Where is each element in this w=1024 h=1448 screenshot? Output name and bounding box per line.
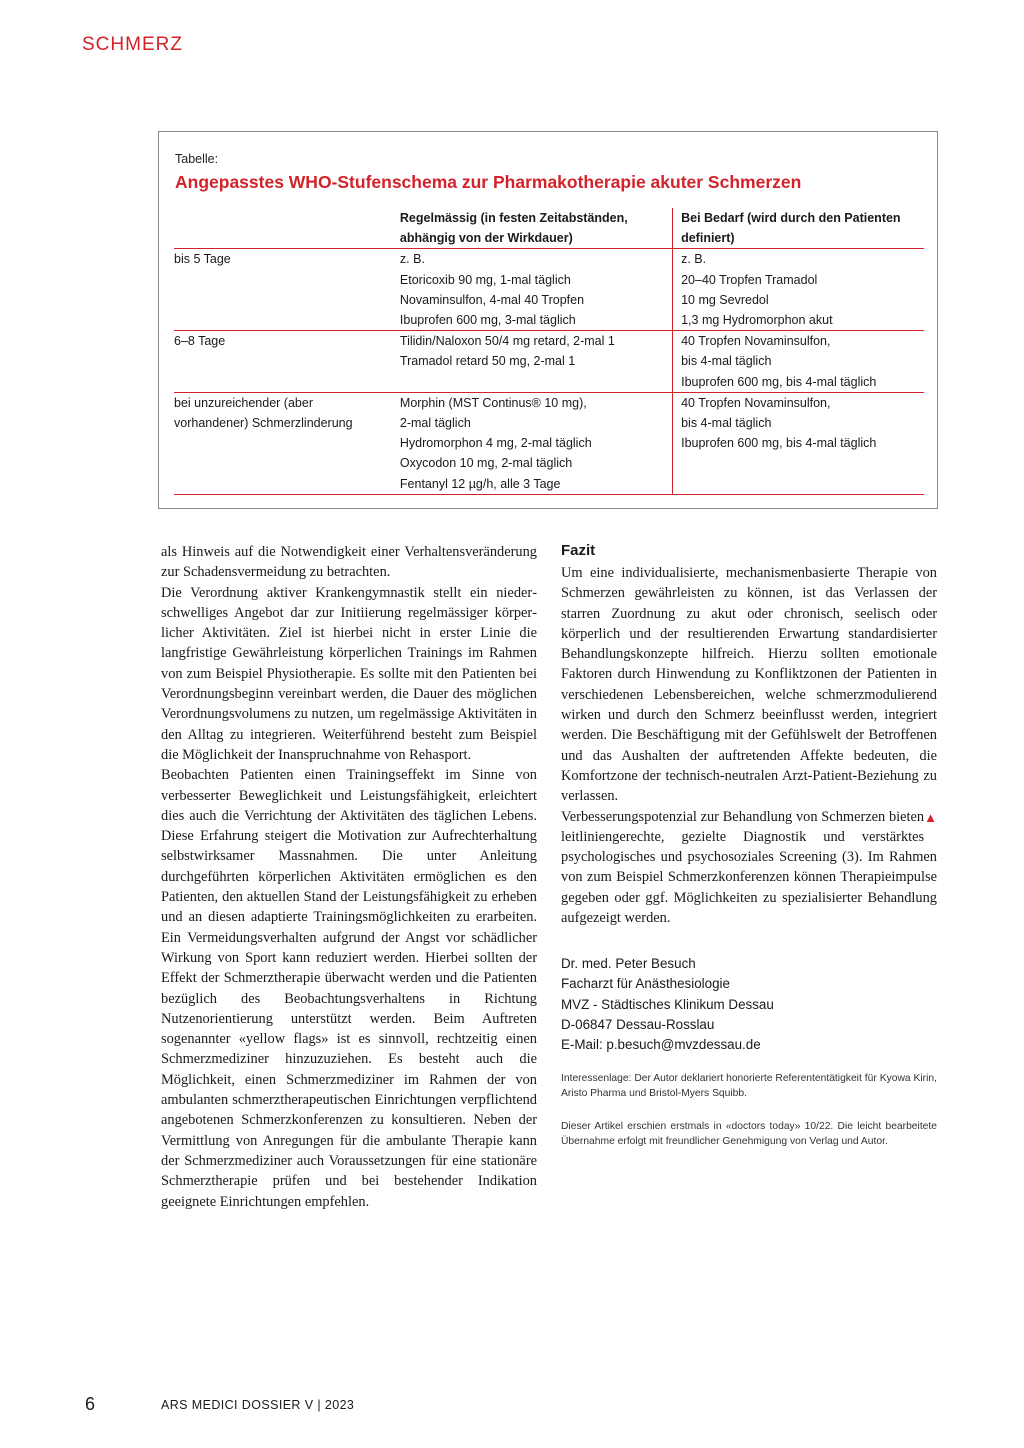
cell-duration: 6–8 Tage — [174, 331, 400, 393]
fazit-text — [561, 563, 937, 928]
table-title: Angepasstes WHO-Stufenschema zur Pharmakotherapie akuter Schmerzen — [175, 172, 802, 192]
author-institution: MVZ - Städtisches Klinikum Dessau — [561, 996, 774, 1012]
body-paragraph: Die Verordnung aktiver Krankengymnastik stellt ein niederschwelliges Angebot dar zur Initiierung regelmässiger körperlicher Aktivitäten. Ziel ist hierbei nicht in erster Linie die langfristige Gewährleistung körperlichen Trainings im Rahmen von zum Beispiel Physiotherapie. Es sollte mit den Patienten bei Verordnungsbeginn vereinbart werden, die Dauer des möglichen Verordnungsvolumens zu nutzen, um regelmässige Aktivitäten in den Alltag zu integrieren. Weiterführend besteht zum Beispiel die Möglichkeit der Inanspruchnahme von Rehasport. — [161, 584, 537, 763]
table-box — [158, 131, 938, 509]
table-label: Tabelle: — [175, 152, 219, 166]
body-paragraph: als Hinweis auf die Notwendigkeit einer Verhaltensveränderung zur Schadensvermeidung zu betrachten. — [161, 544, 537, 581]
body-paragraph: Um eine individualisierte, mechanismenbasierte Therapie von Schmerzen gewährleisten zu können, ist das Verlassen der starren Zuordnung zu akut oder chronisch, seelisch oder körperlich und der resultierenden Erwartung standardisierter Behandlungskonzepte hilfreich. Hierzu sollten emotionale Faktoren durch Hinwendung zu Konfliktzonen der Patienten in verschiedenen Lebensbereichen, welche schmerzmodulierend wirken und durch den Schmerz beeinflusst werden, integriert werden. Die Beschäftigung mit der Gefühlswelt der Betroffenen und das Aushalten der auftretenden Affekte bedeuten, die Komfortzone der technisch-neutralen Arzt-Patient-Beziehung zu verlassen. — [561, 565, 937, 805]
cell-regular: Tilidin/Naloxon 50/4 mg retard, 2-mal 1 Tramadol retard 50 mg, 2-mal 1 — [400, 331, 673, 393]
author-name: Dr. med. Peter Besuch — [561, 956, 696, 971]
end-mark-icon: ▲ — [924, 809, 937, 825]
publication-footer: ARS MEDICI DOSSIER V | 2023 — [161, 1398, 355, 1412]
who-scheme-table — [174, 208, 924, 495]
page-number: 6 — [85, 1394, 96, 1414]
cell-regular: Morphin (MST Continus® 10 mg), 2-mal täglich Hydromorphon 4 mg, 2-mal täglich Oxycodon 10 mg, 2-mal täglich Fentanyl 12 µg/h, alle 3 Tage — [400, 392, 673, 494]
section-heading: SCHMERZ — [82, 34, 183, 55]
header-on-demand: Bei Bedarf (wird durch den Patienten definiert) — [681, 211, 901, 246]
header-regular: Regelmässig (in festen Zeitabständen, abhängig von der Wirkdauer) — [400, 208, 673, 249]
table-row — [174, 249, 924, 331]
right-column — [561, 542, 937, 928]
cell-on-demand: 40 Tropfen Novaminsulfon, bis 4-mal täglich Ibuprofen 600 mg, bis 4-mal täglich — [673, 392, 924, 494]
table-row — [174, 392, 924, 494]
left-column — [161, 542, 537, 1212]
body-paragraph: ▲ Verbesserungspotenzial zur Behandlung von Schmerzen bieten leitliniengerechte, gezielte Diagnostik und verstärktes psychologisches und psychosoziales Screening (3). Im Rahmen von zum Beispiel Schmerzkonferenzen können Therapieimpulse gegeben oder ggf. Möglichkeiten zu spezialisierter Behandlung aufgezeigt werden. — [561, 808, 937, 927]
body-paragraph: Beobachten Patienten einen Trainingseffekt im Sinne von verbesserter Beweglichkeit und Leistungsfähigkeit, erleichtert dies auch die Verrichtung der Aktivitäten des täglichen Lebens. Diese Erfahrung steigert die Motivation zur Aufrechterhaltung selbstwirksamer Massnahmen. Die unter Anleitung durchgeführten körperlichen Aktivitäten ermöglichen es den Patienten, den aktuellen Stand der Leistungsfähigkeit zu erheben und an diesen adaptierte Trainingsmöglichkeiten zu erarbeiten. Ein Vermeidungsverhalten aufgrund der Angst vor schädlicher Wirkung von Sport kann reduziert werden. Hierbei sollten der Effekt der Schmerztherapie überwacht werden und die Patienten bezüglich des Beobachtungsverhaltens in Richtung Nutzenorientierung unterstützt werden. Beim Auftreten sogenannter «yellow flags» ist es sinnvoll, rechtzeitig einen Schmerzmediziner hinzuzuziehen. Es besteht auch die Möglichkeit, einen Schmerzmediziner im Rahmen der von ambulanten schmerztherapeutischen Einrichtungen verpflichtend angebotenen Schmerzkonferenzen zu konsultieren. Neben der Vermittlung von Anregungen für die ambulante Therapie kann der Schmerzmediziner auch Voraussetzungen für eine stationäre Schmerztherapie prüfen und bei bestehender Indikation geeignete Einrichtungen empfehlen. — [161, 767, 537, 1210]
author-address: D-06847 Dessau-Rosslau — [561, 1016, 715, 1032]
table-row — [174, 331, 924, 393]
cell-duration: bis 5 Tage — [174, 249, 400, 331]
fazit-heading: Fazit — [561, 542, 596, 559]
cell-duration: bei unzureichender (aber vorhandener) Schmerzlinderung — [174, 392, 400, 494]
author-email: E-Mail: p.besuch@mvzdessau.de — [561, 1037, 761, 1053]
header-duration — [174, 208, 400, 249]
author-title: Facharzt für Anästhesiologie — [561, 976, 730, 992]
author-block — [561, 954, 774, 1055]
cell-on-demand: z. B. 20–40 Tropfen Tramadol 10 mg Sevredol 1,3 mg Hydromorphon akut — [673, 249, 924, 331]
cell-regular: z. B. Etoricoxib 90 mg, 1-mal täglich Novaminsulfon, 4-mal 40 Tropfen Ibuprofen 600 mg, 3-mal täglich — [400, 249, 673, 331]
table-header-row — [174, 208, 924, 249]
first-publication-note: Dieser Artikel erschien erstmals in «doctors today» 10/22. Die leicht bearbeitete Übernahme erfolgt mit freundlicher Genehmigung von Verlag und Autor. — [561, 1121, 937, 1147]
conflict-of-interest-note: Interessenlage: Der Autor deklariert honorierte Referententätigkeit für Kyowa Kirin, Aristo Pharma und Bristol-Myers Squibb. — [561, 1073, 937, 1099]
cell-on-demand: 40 Tropfen Novaminsulfon, bis 4-mal täglich Ibuprofen 600 mg, bis 4-mal täglich — [673, 331, 924, 393]
